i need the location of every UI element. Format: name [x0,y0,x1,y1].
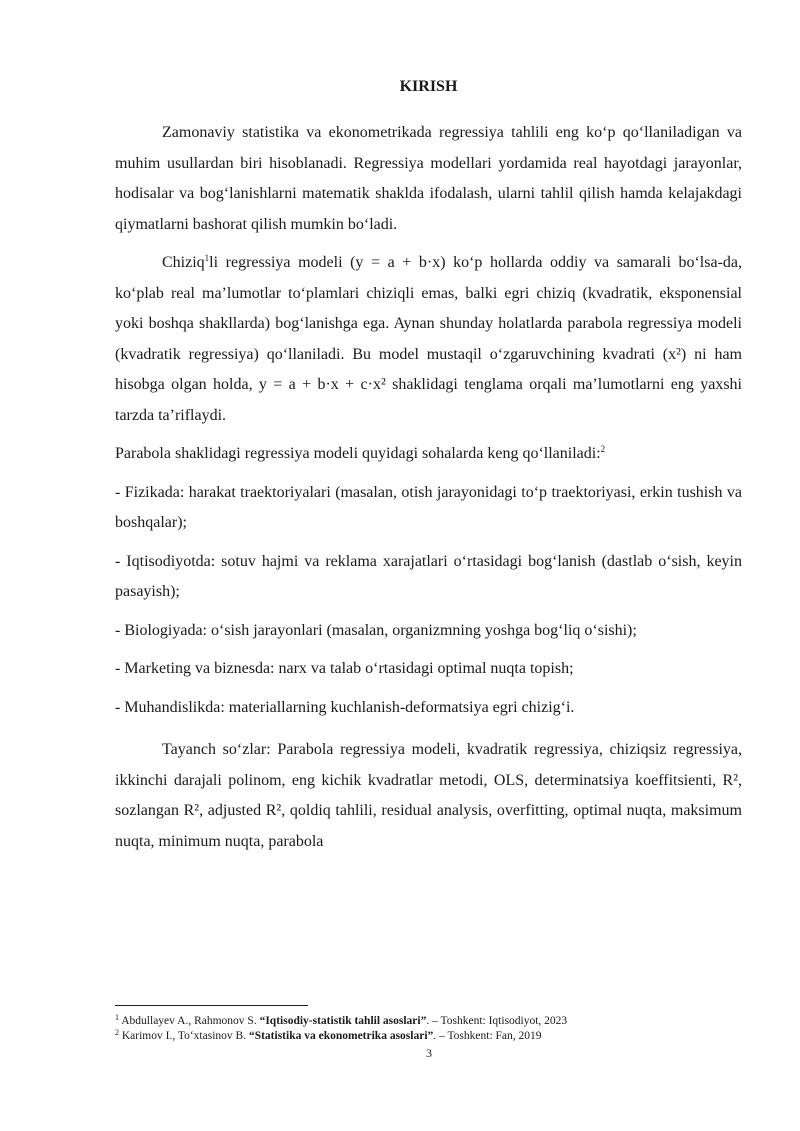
footnote-publisher: . – Toshkent: Iqtisodiyot, 2023 [426,1015,568,1027]
footnote-divider [115,1005,308,1006]
area-item-engineering: - Muhandislikda: materiallarning kuchlanish-deformatsiya egri chizig‘i. [115,698,575,716]
footnote-title: “Statistika va ekonometrika asoslari” [248,1030,434,1042]
linear-rest: li regressiya modeli (y = a + b·x) ko‘p hollarda oddiy va samarali bo‘lsa-da, ko‘plab real ma’lumotlar to‘plamlari chiziqli emas, balki egri chiziq (kvadratik, eksponensial yoki boshqa shakllarda) bog‘lanishga ega. Aynan shunday holatlarda parabola regressiya modeli (kvadratik regressiya) qo‘llaniladi. Bu model mustaqil o‘zgaruvchining kvadrati (x²) ni ham hisobga olgan holda, y = a + b·x + c·x² shaklidagi tenglama orqali ma’lumotlarni eng yaxshi tarzda ta’riflaydi. [115,254,742,424]
area-item-physics: - Fizikada: harakat traektoriyalari (masalan, otish jarayonidagi to‘p traektoriyasi, erkin tushish va boshqalar); [115,483,742,531]
footnote-authors: Abdullayev A., Rahmonov S. [121,1015,257,1027]
footnotes [115,1014,742,1044]
linear-lead: Chiziq [162,254,205,271]
footnote-ref-1[interactable]: 1 [204,253,210,263]
keywords-paragraph: Tayanch so‘zlar: Parabola regressiya modeli, kvadratik regressiya, chiziqsiz regressiya, ikkinchi darajali polinom, eng kichik kvadratlar metodi, OLS, determinatsiya koeffitsienti, R², sozlangan R², adjusted R², qoldiq tahlili, residual analysis, overfitting, optimal nuqta, maksimum nuqta, minimum nuqta, parabola [115,741,742,850]
area-item-marketing: - Marketing va biznesda: narx va talab o‘rtasidagi optimal nuqta topish; [115,660,574,677]
footnote-number: 2 [115,1028,119,1037]
footnote-authors: Karimov I., To‘xtasinov B. [121,1030,247,1042]
area-item-economics: - Iqtisodiyotda: sotuv hajmi va reklama xarajatlari o‘rtasidagi bog‘lanish (dastlab o‘sish, keyin pasayish); [115,552,742,600]
intro-paragraph: Zamonaviy statistika va ekonometrikada regressiya tahlili eng ko‘p qo‘llaniladigan va muhim usullardan biri hisoblanadi. Regressiya modellari yordamida real hayotdagi jarayonlar, hodisalar va bog‘lanishlarni matematik shaklda ifodalash, ularni tahlil qilish hamda kelajakdagi qiymatlarni bashorat qilish mumkin bo‘ladi. [115,124,742,233]
linear-model-paragraph [115,248,742,431]
section-heading: KIRISH [399,78,458,95]
footnote-ref-2[interactable]: 2 [600,444,606,454]
footnote-publisher: . – Toshkent: Fan, 2019 [433,1030,542,1042]
areas-lead: Parabola shaklidagi regressiya modeli quyidagi sohalarda keng qo‘llaniladi: [115,445,601,462]
footnote-2 [115,1029,742,1044]
footnote-1 [115,1014,742,1029]
footnote-title: “Iqtisodiy-statistik tahlil asoslari” [259,1015,427,1027]
area-item-biology: - Biologiyada: o‘sish jarayonlari (masalan, organizmning yoshga bog‘liq o‘sishi); [115,621,637,639]
page-number: 3 [426,1046,432,1060]
body-text [115,76,742,857]
footnote-number: 1 [115,1013,119,1022]
areas-lead-paragraph [115,439,742,470]
